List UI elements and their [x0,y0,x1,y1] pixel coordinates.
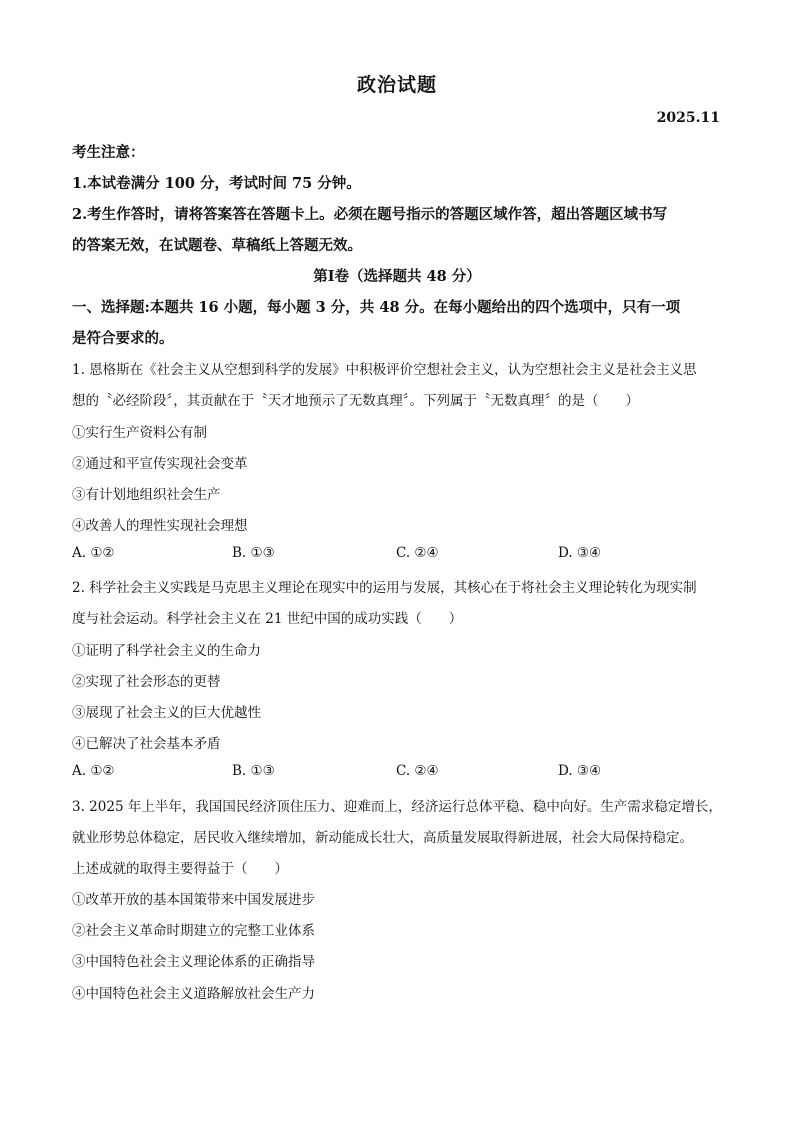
question-stem-line: 上述成就的取得主要得益于（ ） [72,861,288,877]
choice-d: D. ③④ [558,763,602,779]
question-stem-line: 想的〝必经阶段〞，其贡献在于〝天才地预示了无数真理〞。下列属于〝无数真理〞的是（ ） [72,393,639,409]
question-stem-line: 1. 恩格斯在《社会主义从空想到科学的发展》中积极评价空想社会主义，认为空想社会主义是社会主义思 [72,362,697,378]
choice-c: C. ②④ [396,763,439,779]
choice-b: B. ①③ [232,763,275,779]
question-item: ③展现了社会主义的巨大优越性 [72,705,261,721]
section-instruction-line-1: 一、选择题:本题共 16 小题，每小题 3 分，共 48 分。在每小题给出的四个选项中，只有一项 [72,299,681,316]
question-stem-line: 就业形势总体稳定，居民收入继续增加，新动能成长壮大，高质量发展取得新进展，社会大局保持稳定。 [72,830,693,846]
question-item: ④改善人的理性实现社会理想 [72,518,248,534]
notice-item-1: 1.本试卷满分 100 分，考试时间 75 分钟。 [72,175,361,192]
exam-date: 2025.11 [656,110,720,126]
section-instruction-line-2: 是符合要求的。 [72,330,174,347]
question-item: ②实现了社会形态的更替 [72,674,221,690]
question-stem-line: 2. 科学社会主义实践是马克思主义理论在现实中的运用与发展，其核心在于将社会主义理论转化为现实制 [72,580,697,596]
question-item: ②社会主义革命时期建立的完整工业体系 [72,923,315,939]
choice-a: A. ①② [72,545,115,561]
question-stem-line: 度与社会运动。科学社会主义在 21 世纪中国的成功实践（ ） [72,611,463,627]
notice-label: 考生注意： [72,144,145,161]
notice-item-2-line-2: 的答案无效，在试题卷、草稿纸上答题无效。 [72,237,362,254]
notice-item-2-line-1: 2.考生作答时，请将答案答在答题卡上。必须在题号指示的答题区域作答，超出答题区域书写 [72,206,668,223]
question-item: ④已解决了社会基本矛盾 [72,736,221,752]
choice-c: C. ②④ [396,545,439,561]
page-title: 政治试题 [356,74,437,96]
choice-b: B. ①③ [232,545,275,561]
section-heading: 第Ⅰ卷（选择题共 48 分） [313,268,481,285]
question-item: ①改革开放的基本国策带来中国发展进步 [72,892,315,908]
question-item: ④中国特色社会主义道路解放社会生产力 [72,986,315,1002]
question-item: ①证明了科学社会主义的生命力 [72,643,261,659]
question-stem-line: 3. 2025 年上半年，我国国民经济顶住压力、迎难而上，经济运行总体平稳、稳中向好。生产需求稳定增长， [72,799,722,815]
question-item: ③中国特色社会主义理论体系的正确指导 [72,954,315,970]
choice-a: A. ①② [72,763,115,779]
choice-d: D. ③④ [558,545,602,561]
question-item: ②通过和平宣传实现社会变革 [72,456,248,472]
question-item: ①实行生产资料公有制 [72,425,207,441]
question-item: ③有计划地组织社会生产 [72,487,221,503]
